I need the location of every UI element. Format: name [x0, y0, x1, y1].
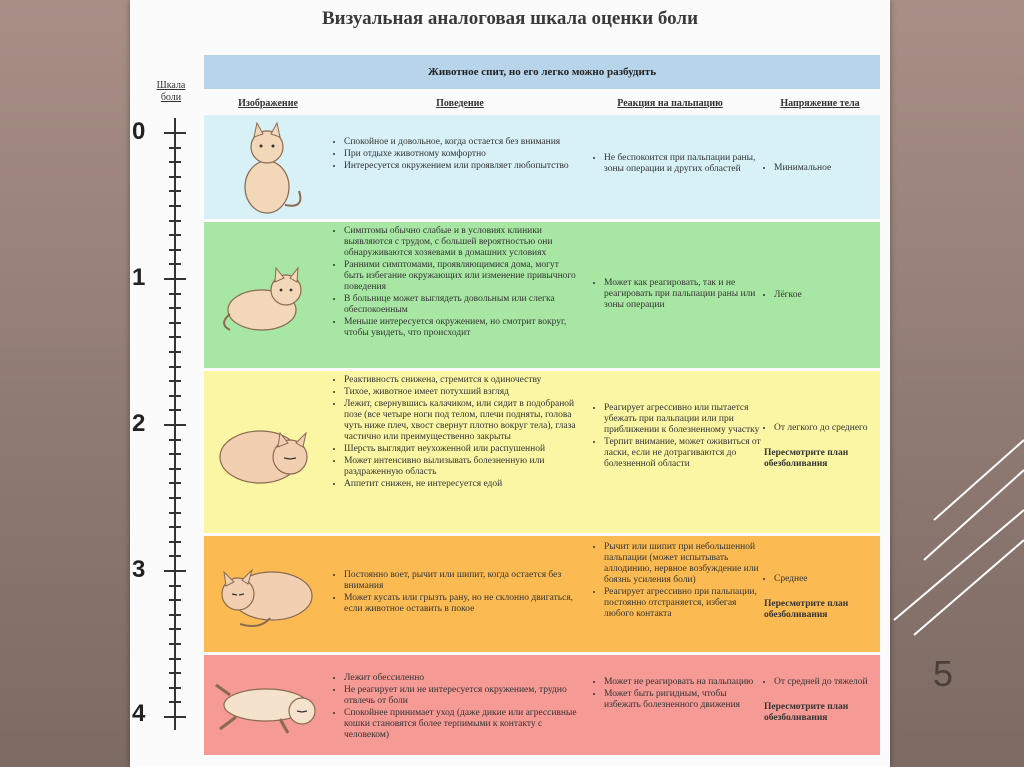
- palpation-item: • Может как реагировать, так и не реагировать при пальпации раны или зоны операции: [604, 278, 764, 311]
- behavior-item: • Шерсть выглядит неухоженной или распушенной: [344, 444, 579, 455]
- pain-level-0: 0: [132, 118, 146, 145]
- slide-title: Визуальная аналоговая шкала оценки боли: [321, 8, 699, 29]
- tension-cell-4: [764, 677, 876, 724]
- minor-tick: [169, 161, 181, 163]
- minor-tick: [169, 628, 181, 630]
- collapsed-cat-image: [210, 665, 324, 745]
- behavior-item: • Лежит обессиленно: [344, 673, 579, 684]
- tension-item: • От средней до тяжелой: [774, 677, 876, 688]
- scale-label: Шкала боли: [156, 80, 186, 103]
- palpation-item: • Реагирует агрессивно или пытается убежать при пальпации или при приближении к болезненному участку: [604, 403, 764, 436]
- behavior-item: • Может интенсивно вылизывать болезненную или раздраженную область: [344, 456, 579, 478]
- minor-tick: [169, 482, 181, 484]
- minor-tick: [169, 190, 181, 192]
- minor-tick: [169, 585, 181, 587]
- minor-tick: [169, 512, 181, 514]
- behavior-item: • Спокойное и довольное, когда остается без внимания: [344, 137, 574, 148]
- behavior-item: • Реактивность снижена, стремится к одиночеству: [344, 375, 579, 386]
- palpation-item: • Может быть ригидным, чтобы избежать болезненного движения: [604, 689, 764, 711]
- major-tick: [164, 424, 186, 426]
- palpation-cell-0: [594, 153, 764, 176]
- minor-tick: [169, 395, 181, 397]
- tension-item: • Среднее: [774, 574, 876, 585]
- behavior-item: • Спокойнее принимает уход (даже дикие или агрессивные кошки становятся более терпимыми к контакту с человеком): [344, 708, 579, 741]
- minor-tick: [169, 205, 181, 207]
- behavior-cell-3: [334, 570, 579, 616]
- tension-cell-0: [764, 163, 876, 175]
- tension-cell-1: [764, 290, 876, 302]
- minor-tick: [169, 380, 181, 382]
- behavior-item: • Тихое, животное имеет потухший взгляд: [344, 387, 579, 398]
- pain-level-2: 2: [132, 410, 146, 437]
- major-tick: [164, 132, 186, 134]
- behavior-item: • Не реагирует или не интересуется окружением, трудно отвлечь от боли: [344, 685, 579, 707]
- minor-tick: [169, 293, 181, 295]
- reassess-note-2: Пересмотрите план обезболивания: [764, 448, 849, 469]
- minor-tick: [169, 541, 181, 543]
- behavior-item: • Лежит, свернувшись калачиком, или сидит в подобраной позе (все четыре ноги под телом, плечи подняты, голова чуть ниже плеч, хвост свернут плотно вокруг тела), глаза частично или преимущественно закрыты: [344, 399, 579, 443]
- minor-tick: [169, 658, 181, 660]
- minor-tick: [169, 599, 181, 601]
- palpation-cell-4: [594, 677, 764, 712]
- pain-row-3: [204, 536, 880, 652]
- pain-level-3: 3: [132, 556, 146, 583]
- minor-tick: [169, 336, 181, 338]
- minor-tick: [169, 687, 181, 689]
- pain-row-2: [204, 371, 880, 533]
- tension-cell-2: [764, 423, 876, 470]
- major-tick: [164, 278, 186, 280]
- minor-tick: [169, 263, 181, 265]
- minor-tick: [169, 322, 181, 324]
- behavior-item: • В больнице может выглядеть довольным или слегка обеспокоенным: [344, 294, 579, 316]
- reassess-note-3: Пересмотрите план обезболивания: [764, 599, 849, 620]
- minor-tick: [169, 614, 181, 616]
- sitting-cat-image: [210, 117, 324, 217]
- column-header-tension: Напряжение тела: [780, 98, 860, 109]
- minor-tick: [169, 307, 181, 309]
- minor-tick: [169, 366, 181, 368]
- tension-item: • От легкого до среднего: [774, 423, 876, 434]
- pain-level-1: 1: [132, 264, 146, 291]
- major-tick: [164, 716, 186, 718]
- lying-cat-image: [210, 550, 324, 638]
- palpation-item: • Реагирует агрессивно при пальпации, постоянно отстраняется, избегая любого контакта: [604, 587, 764, 620]
- behavior-cell-2: [334, 375, 579, 491]
- behavior-item: • Меньше интересуется окружением, но смотрит вокруг, чтобы увидеть, что происходит: [344, 317, 579, 339]
- slide: [130, 0, 890, 767]
- behavior-item: • Ранними симптомами, проявляющимися дома, могут быть избегание окружающих или изменение привычного поведения: [344, 260, 579, 293]
- palpation-item: • Может не реагировать на пальпацию: [604, 677, 764, 688]
- minor-tick: [169, 526, 181, 528]
- minor-tick: [169, 439, 181, 441]
- minor-tick: [169, 497, 181, 499]
- column-header-image: Изображение: [238, 98, 298, 109]
- page-number: 5: [933, 653, 954, 694]
- minor-tick: [169, 672, 181, 674]
- behavior-cell-1: [334, 226, 579, 340]
- behavior-item: • Может кусать или грызть рану, но не склонно двигаться, если животное оставить в покое: [344, 593, 579, 615]
- reassess-note-4: Пересмотрите план обезболивания: [764, 702, 849, 723]
- tension-item: • Лёгкое: [774, 290, 876, 301]
- resting-cat-image: [210, 252, 324, 342]
- behavior-item: • Аппетит снижен, не интересуется едой: [344, 479, 579, 490]
- palpation-cell-2: [594, 403, 764, 471]
- pain-row-1: [204, 222, 880, 368]
- tension-item: • Минимальное: [774, 163, 876, 174]
- header-banner: Животное спит, но его легко можно разбудить: [204, 55, 880, 89]
- major-tick: [164, 570, 186, 572]
- minor-tick: [169, 351, 181, 353]
- minor-tick: [169, 249, 181, 251]
- decorative-lines: [884, 430, 1024, 650]
- palpation-item: • Рычит или шипит при небольшенной пальпации (может испытывать аллодинию, нервное возбуждение или боязнь усиления боли): [604, 542, 764, 586]
- minor-tick: [169, 468, 181, 470]
- pain-row-4: [204, 655, 880, 755]
- minor-tick: [169, 555, 181, 557]
- minor-tick: [169, 409, 181, 411]
- minor-tick: [169, 176, 181, 178]
- minor-tick: [169, 643, 181, 645]
- behavior-cell-0: [334, 137, 574, 173]
- palpation-cell-3: [594, 542, 764, 621]
- behavior-item: • Симптомы обычно слабые и в условиях клиники выявляются с трудом, с большей вероятностью они обнаруживаются хозяевами в домашних условиях: [344, 226, 579, 259]
- behavior-cell-4: [334, 673, 579, 742]
- palpation-item: • Не беспокоится при пальпации раны, зоны операции и других областей: [604, 153, 764, 175]
- tension-cell-3: [764, 574, 876, 621]
- minor-tick: [169, 147, 181, 149]
- column-header-behavior: Поведение: [436, 98, 484, 109]
- pain-level-4: 4: [132, 700, 146, 727]
- minor-tick: [169, 234, 181, 236]
- column-header-palpation: Реакция на пальпацию: [617, 98, 723, 109]
- minor-tick: [169, 701, 181, 703]
- hunched-cat-image: [210, 401, 324, 493]
- minor-tick: [169, 220, 181, 222]
- palpation-cell-1: [594, 278, 764, 312]
- behavior-item: • Постоянно воет, рычит или шипит, когда остается без внимания: [344, 570, 579, 592]
- minor-tick: [169, 453, 181, 455]
- pain-row-0: [204, 115, 880, 219]
- behavior-item: • Интересуется окружением или проявляет любопытство: [344, 161, 574, 172]
- behavior-item: • При отдыхе животному комфортно: [344, 149, 574, 160]
- palpation-item: • Терпит внимание, может оживиться от ласки, если не дотрагиваются до болезненной области: [604, 437, 764, 470]
